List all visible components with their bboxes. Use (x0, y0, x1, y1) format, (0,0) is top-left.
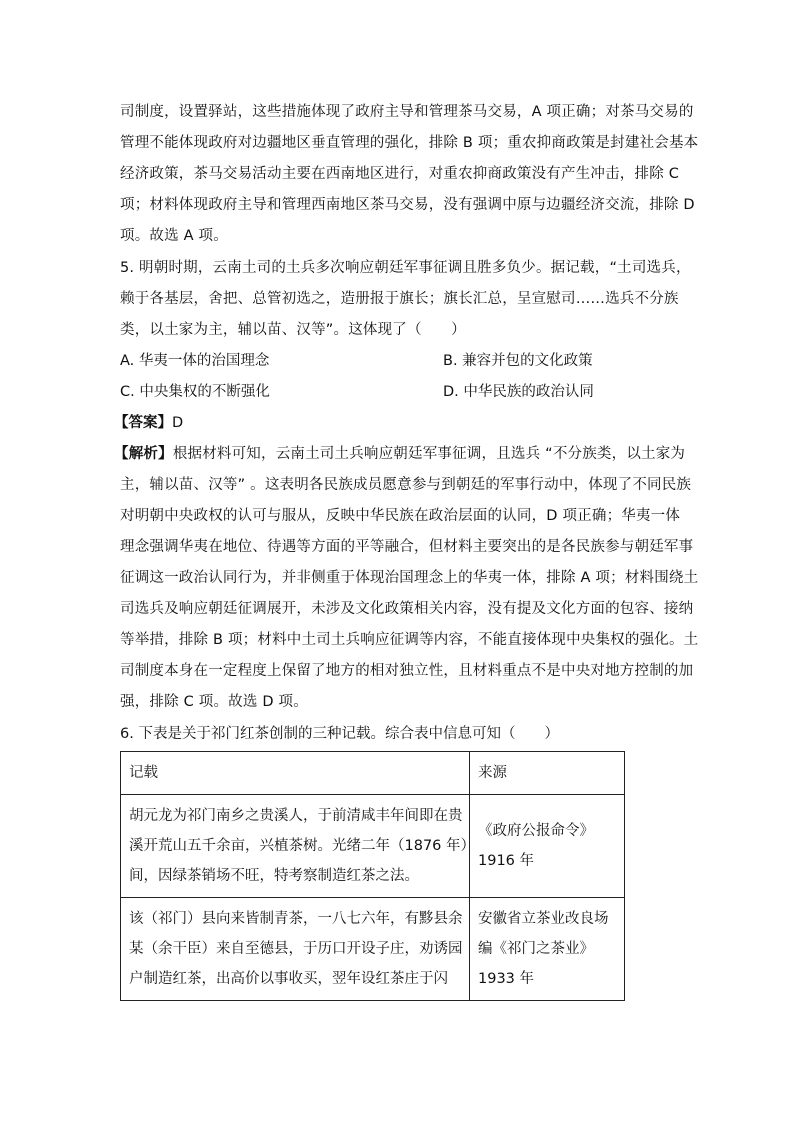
table-header-row (121, 752, 625, 795)
answer-line (114, 408, 183, 439)
record-cell: 该（祁门）县向来皆制青茶，一八七六年，有黟县余 某（余干臣）来自至德县，于历口开设子庄，劝诱园 户制造红茶，出高价以事收买，翌年设红茶庄于闪 (121, 898, 470, 1001)
text-line: 赖于各基层，舍把、总管初选之，造册报于旗长；旗长汇总，呈宣慰司……选兵不分族 (120, 291, 679, 307)
text-line: 对明朝中央政权的认可与服从，反映中华民族在政治层面的认同，D 项正确；华夷一体 (120, 508, 681, 524)
question-6-stem: 6. 下表是关于祁门红茶创制的三种记载。综合表中信息可知（ ） (120, 726, 559, 742)
text-line: 主，辅以苗、汉等” 。这表明各民族成员愿意参与到朝廷的军事行动中，体现了不同民族 (120, 477, 692, 493)
analysis-label: 【解析】 (114, 446, 173, 462)
text-line: 司选兵及响应朝廷征调展开，未涉及文化政策相关内容，没有提及文化方面的包容、接纳 (120, 601, 694, 617)
answer-value: D (172, 415, 184, 431)
header-source: 来源 (470, 752, 625, 795)
records-table (120, 751, 625, 1001)
text-line: 经济政策，茶马交易活动主要在西南地区进行，对重农抑商政策没有产生冲击，排除 C (120, 166, 680, 182)
question-5-analysis (114, 439, 684, 470)
record-cell: 胡元龙为祁门南乡之贵溪人，于前清咸丰年间即在贵 溪开荒山五千余亩，兴植茶树。光绪二年（1876 年） 间，因绿茶销场不旺，特考察制造红茶之法。 (121, 795, 470, 898)
previous-analysis-continuation (120, 97, 699, 252)
source-cell: 安徽省立茶业改良场 编《祁门之茶业》 1933 年 (470, 898, 625, 1001)
option-c: C. 中央集权的不断强化 (120, 384, 270, 400)
header-record: 记载 (121, 752, 470, 795)
text-line: 强，排除 C 项。故选 D 项。 (120, 694, 308, 710)
answer-label: 【答案】 (114, 415, 172, 431)
text-line: 项；材料体现政府主导和管理西南地区茶马交易，没有强调中原与边疆经济交流，排除 D (120, 197, 695, 213)
text-line: 项。故选 A 项。 (120, 228, 228, 244)
text-line: 司制度本身在一定程度上保留了地方的相对独立性，且材料重点不是中央对地方控制的加 (120, 663, 694, 679)
analysis-text: 根据材料可知，云南土司土兵响应朝廷军事征调，且选兵 “不分族类，以土家为 (172, 446, 686, 462)
source-cell: 《政府公报命令》 1916 年 (470, 795, 625, 898)
text-line: 等举措，排除 B 项；材料中土司土兵响应征调等内容，不能直接体现中央集权的强化。土 (120, 632, 699, 648)
question-5-analysis-body (120, 470, 699, 718)
table-row (121, 898, 625, 1001)
table-row (121, 795, 625, 898)
text-line: 管理不能体现政府对边疆地区垂直管理的强化，排除 B 项；重农抑商政策是封建社会基本 (120, 135, 699, 151)
text-line: 类，以土家为主，辅以苗、汉等”。这体现了（ ） (120, 322, 466, 338)
text-line: 5. 明朝时期，云南土司的土兵多次响应朝廷军事征调且胜多负少。据记载，“土司选兵， (120, 260, 691, 276)
text-line: 理念强调华夷在地位、待遇等方面的平等融合，但材料主要突出的是各民族参与朝廷军事 (120, 539, 694, 555)
option-b: B. 兼容并包的文化政策 (443, 353, 593, 369)
analysis-first-line (114, 439, 684, 470)
option-a: A. 华夷一体的治国理念 (120, 353, 270, 369)
option-d: D. 中华民族的政治认同 (443, 384, 594, 400)
question-5-stem (120, 253, 691, 346)
text-line: 司制度，设置驿站，这些措施体现了政府主导和管理茶马交易，A 项正确；对茶马交易的 (120, 104, 694, 120)
text-line: 征调这一政治认同行为，并非侧重于体现治国理念上的华夷一体，排除 A 项；材料围绕土 (120, 570, 699, 586)
